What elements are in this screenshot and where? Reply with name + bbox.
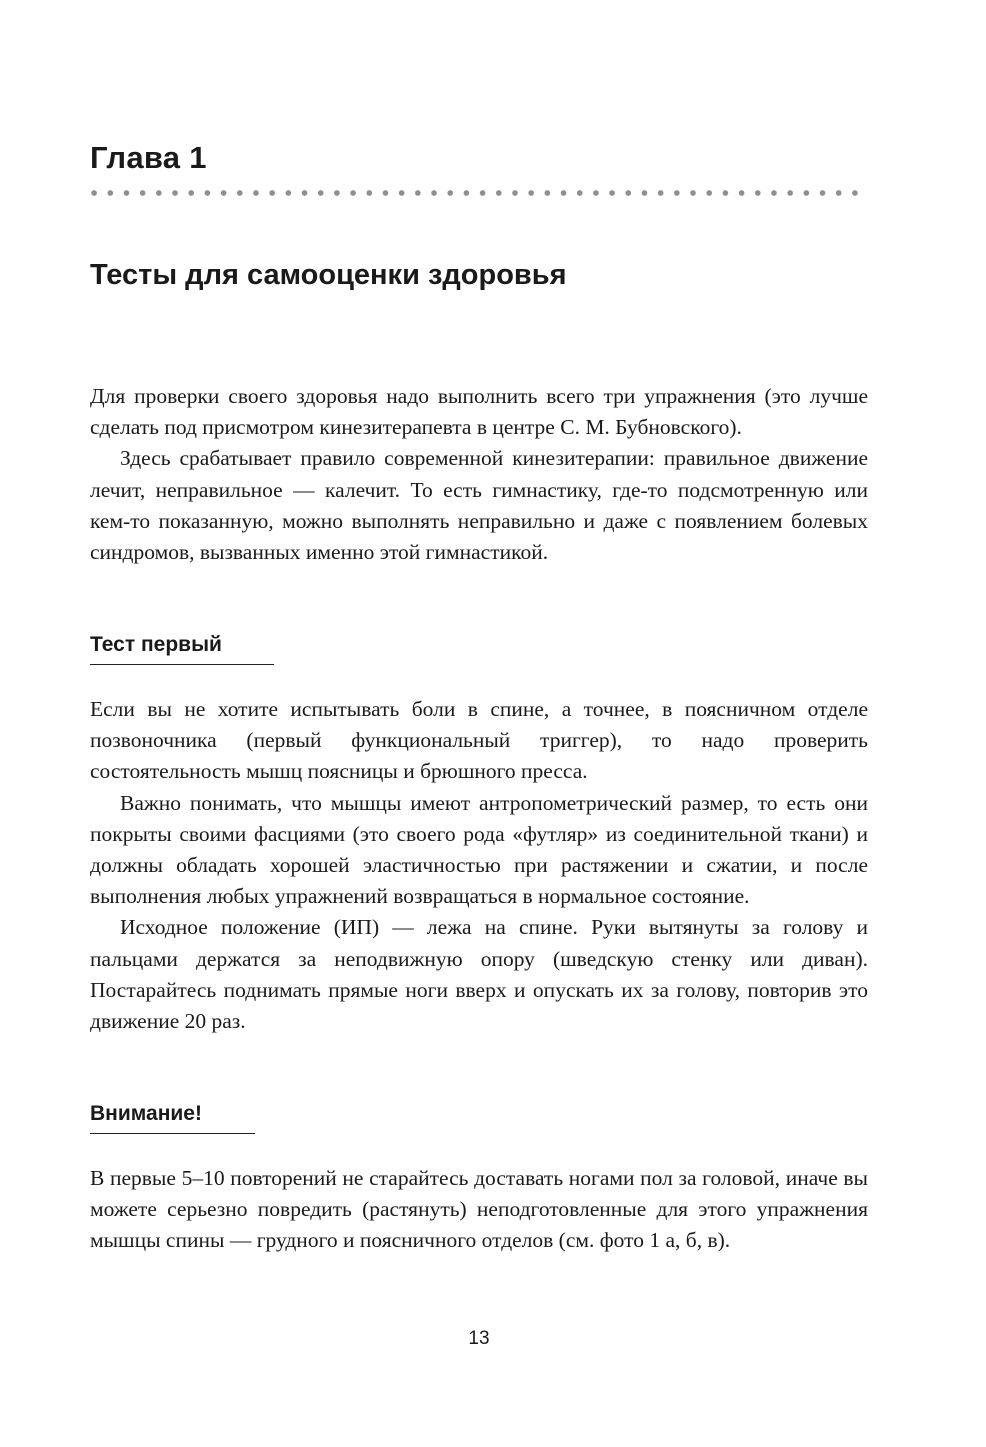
heading-underline <box>90 664 274 665</box>
section2-text <box>90 1163 868 1257</box>
chapter-heading: Глава 1 <box>90 140 207 175</box>
paragraph: Для проверки своего здоровья надо выполнить всего три упражнения (это лучше сделать под присмотром кинезитерапевта в центре С. М. Бубновского). <box>90 384 868 440</box>
heading-underline <box>90 1133 255 1134</box>
section-heading-attention: Внимание! <box>90 1102 202 1125</box>
paragraph: Здесь срабатывает правило современной кинезитерапии: правильное движение лечит, неправильное — калечит. То есть гимнастику, где-то подсмотренную или кем-то показанную, можно выполнять неправильно и даже с появлением болевых синдромов, вызванных именно этой гимнастикой. <box>90 446 868 565</box>
paragraph: Если вы не хотите испытывать боли в спине, а точнее, в поясничном отделе позвоночника (первый функциональный триггер), то надо проверить состоятельность мышц поясницы и брюшного пресса. <box>90 697 868 784</box>
page-number: 13 <box>468 1328 490 1349</box>
paragraph: Важно понимать, что мышцы имеют антропометрический размер, то есть они покрыты своими фасциями (это своего рода «футляр» из соединительной ткани) и должны обладать хорошей эластичностью при растяжении и сжатии, и после выполнения любых упражнений возвращаться в нормальное состояние. <box>90 790 868 909</box>
chapter-title: Тесты для самооценки здоровья <box>90 259 567 291</box>
section-heading-test-1: Тест первый <box>90 633 222 656</box>
paragraph: В первые 5–10 повторений не старайтесь доставать ногами пол за головой, иначе вы можете серьезно повредить (растянуть) неподготовленные для этого упражнения мышцы спины — грудного и поясничного отделов (см. фото 1 а, б, в). <box>90 1166 868 1253</box>
intro-text <box>90 381 868 568</box>
book-page <box>90 0 868 1447</box>
dotted-divider <box>90 189 868 197</box>
paragraph: Исходное положение (ИП) — лежа на спине. Руки вытянуты за голову и пальцами держатся за неподвижную опору (шведскую стенку или диван). Постарайтесь поднимать прямые ноги вверх и опускать их за голову, повторив это движение 20 раз. <box>90 915 868 1034</box>
section1-text <box>90 694 868 1037</box>
